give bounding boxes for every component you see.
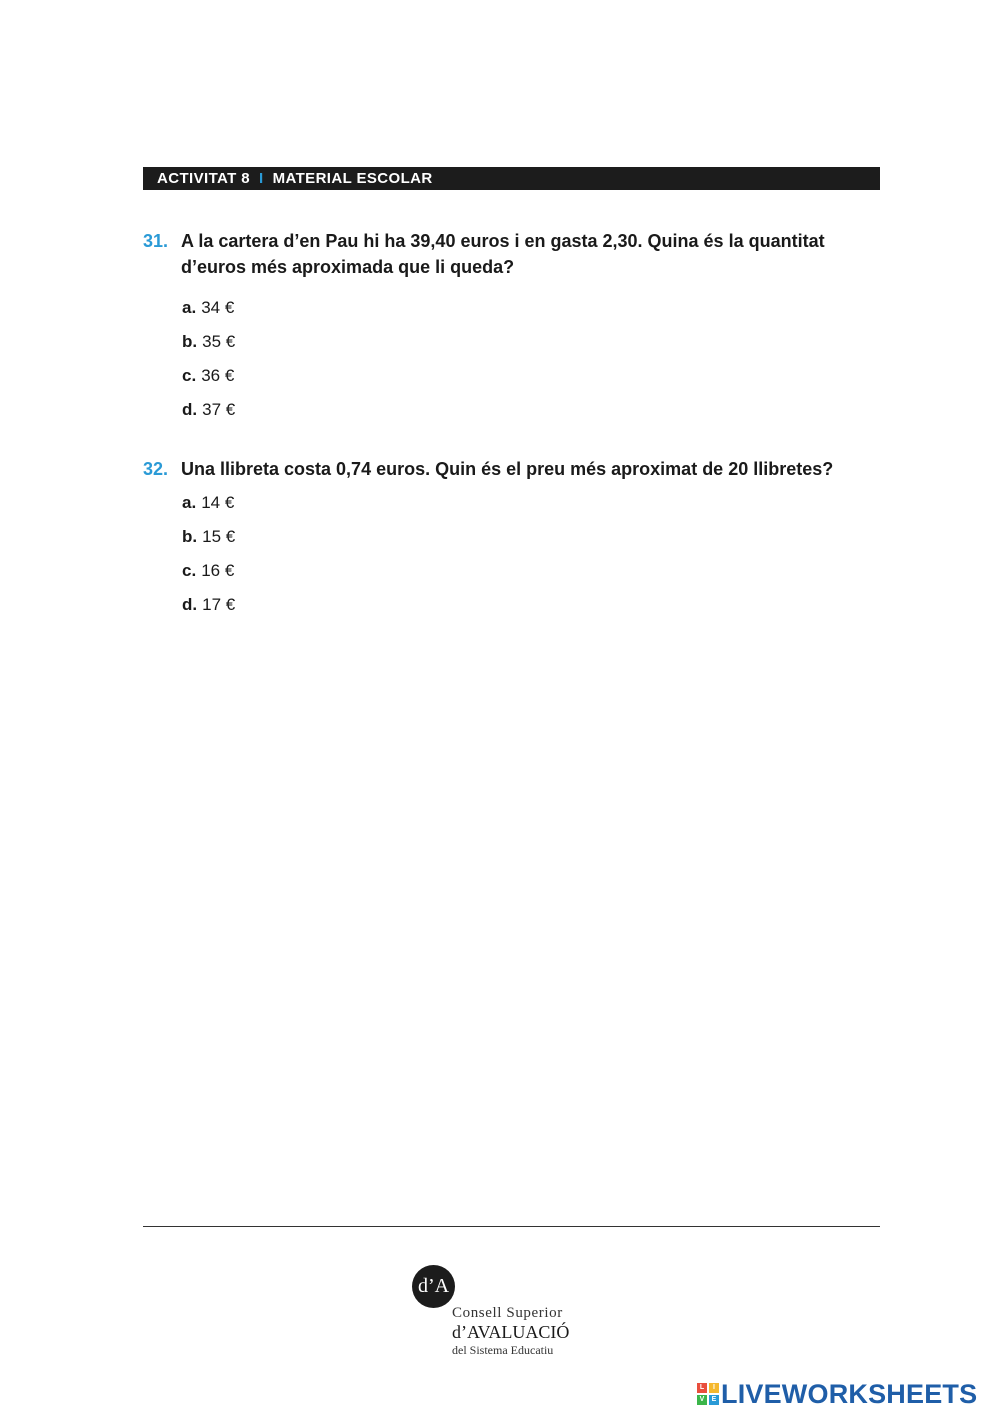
- answer-options: [182, 291, 888, 427]
- header-separator: I: [259, 170, 264, 187]
- option-letter: b.: [182, 332, 198, 351]
- option-value: 37 €: [202, 400, 236, 419]
- question-text: A la cartera d’en Pau hi ha 39,40 euros i en gasta 2,30. Quina és la quantitat d’euros més aproximada que li queda?: [181, 231, 825, 277]
- logo-tile-i: I: [709, 1383, 719, 1393]
- option-letter: a.: [182, 493, 197, 512]
- option-c[interactable]: [182, 554, 888, 588]
- activity-label: ACTIVITAT 8: [157, 170, 251, 187]
- option-b[interactable]: [182, 325, 888, 359]
- option-value: 16 €: [201, 561, 235, 580]
- liveworksheets-watermark: [697, 1381, 977, 1407]
- logo-tile-l: L: [697, 1383, 707, 1393]
- option-letter: c.: [182, 561, 197, 580]
- liveworksheets-wordmark: LIVEWORKSHEETS: [721, 1379, 978, 1409]
- option-c[interactable]: [182, 359, 888, 393]
- option-value: 34 €: [201, 298, 235, 317]
- activity-header: [143, 167, 880, 190]
- org-name-line2: d’AVALUACIÓ: [452, 1322, 570, 1342]
- option-letter: c.: [182, 366, 197, 385]
- footer-divider: [143, 1226, 880, 1227]
- option-value: 36 €: [201, 366, 235, 385]
- activity-topic: MATERIAL ESCOLAR: [272, 170, 433, 187]
- csa-logo-mark: d’A: [412, 1265, 455, 1308]
- question-text: Una llibreta costa 0,74 euros. Quin és el preu més aproximat de 20 llibretes?: [181, 459, 834, 479]
- option-value: 35 €: [202, 332, 236, 351]
- liveworksheets-logo-icon: [697, 1383, 719, 1405]
- option-letter: a.: [182, 298, 197, 317]
- option-a[interactable]: [182, 486, 888, 520]
- question-32: [143, 456, 888, 622]
- option-value: 17 €: [202, 595, 236, 614]
- question-number: 31.: [143, 231, 169, 251]
- option-d[interactable]: [182, 393, 888, 427]
- org-name-line1: Consell Superior: [452, 1305, 563, 1321]
- option-a[interactable]: [182, 291, 888, 325]
- option-value: 14 €: [201, 493, 235, 512]
- option-value: 15 €: [202, 527, 236, 546]
- option-b[interactable]: [182, 520, 888, 554]
- option-letter: b.: [182, 527, 198, 546]
- logo-tile-e: E: [709, 1395, 719, 1405]
- org-name-line3: del Sistema Educatiu: [452, 1343, 554, 1357]
- option-d[interactable]: [182, 588, 888, 622]
- question-number: 32.: [143, 459, 169, 479]
- option-letter: d.: [182, 595, 198, 614]
- answer-options: [182, 486, 888, 622]
- logo-tile-v: V: [697, 1395, 707, 1405]
- csa-logo-text: [452, 1305, 569, 1357]
- option-letter: d.: [182, 400, 198, 419]
- question-31: [143, 228, 888, 427]
